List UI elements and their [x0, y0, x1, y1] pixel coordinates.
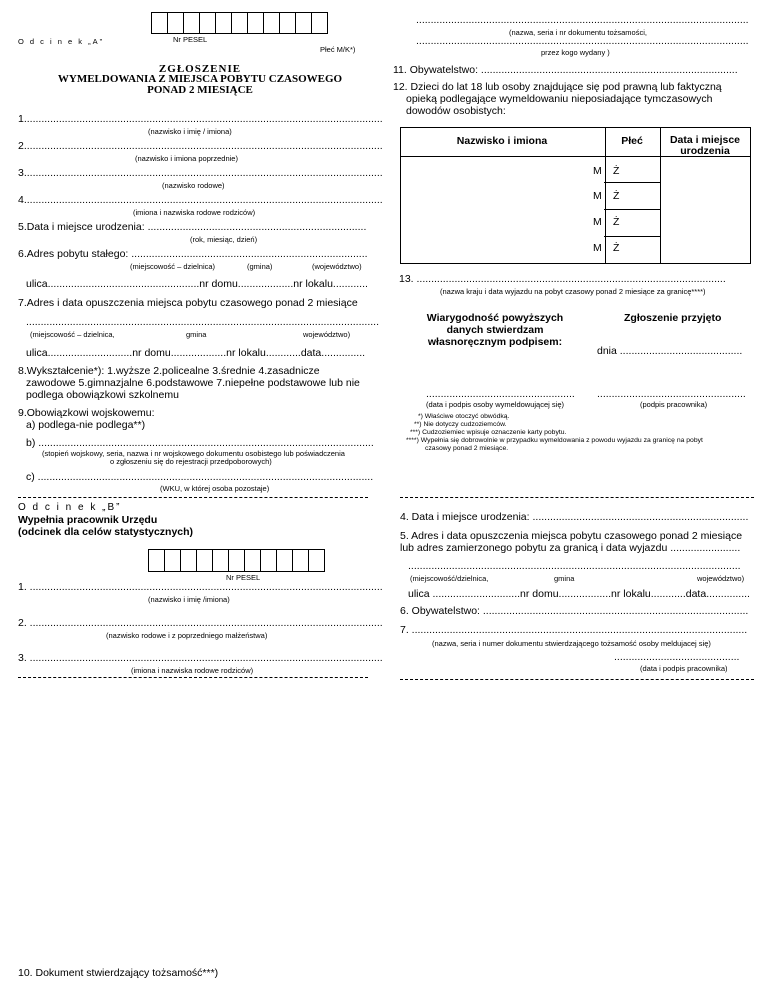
row-2-sex-m[interactable]: M — [593, 190, 602, 202]
doc-line-2[interactable]: .................................................................................................................. — [416, 35, 749, 47]
field-13-caption: (nazwa kraju i data wyjazdu na pobyt czasowy ponad 2 miesiące za granicę****) — [440, 287, 706, 296]
field-5-birth[interactable]: 5.Data i miejsce urodzenia: ........................................................................... — [18, 221, 367, 233]
sig-caption-clerk: (podpis pracownika) — [640, 400, 708, 409]
field-6-street[interactable]: ulica....................................................nr domu...................nr lokalu............ — [26, 278, 368, 290]
r-sig-caption: (data i podpis pracownika) — [640, 664, 728, 673]
b-field-2[interactable]: 2. ......................................................................................................................... — [18, 617, 383, 629]
field-12-line-3: dowodów osobistych: — [406, 105, 506, 117]
r-field-5-line[interactable]: .................................................................................................................. — [408, 560, 741, 572]
heading-line-2: WYMELDOWANIA Z MIEJSCA POBYTU CZASOWEGO — [57, 73, 343, 85]
field-7-line[interactable]: ......................................................................................................................... — [26, 316, 379, 328]
footnote-1: *) Właściwe otoczyć obwódką. — [418, 413, 510, 420]
r-sig-line[interactable]: ........................................... — [614, 651, 740, 663]
field-5-caption: (rok, miesiąc, dzień) — [190, 235, 258, 244]
b-field-2-caption: (nazwisko rodowe i z poprzedniego małżeństwa) — [106, 631, 268, 640]
row-2-sex-z[interactable]: Ż — [613, 190, 620, 202]
table-header-name: Nazwisko i imiona — [456, 135, 548, 147]
field-11-citizenship[interactable]: 11. Obywatelstwo: ........................................................................................ — [393, 64, 738, 76]
footnote-3: ***) Cudzoziemiec wpisuje oznaczenie karty pobytu. — [410, 429, 567, 436]
r-field-4-birth[interactable]: 4. Data i miejsce urodzenia: .......................................................................... — [400, 511, 749, 523]
verify-line-3: własnoręcznym podpisem: — [427, 336, 563, 348]
field-4-parents[interactable]: 4........................................................................................................................... — [18, 194, 383, 206]
field-1-name[interactable]: 1........................................................................................................................... — [18, 113, 383, 125]
field-3-caption: (nazwisko rodowe) — [162, 181, 225, 190]
field-12-line-2: opieką podlegające wymeldowaniu nieposiadające tymczasowych — [406, 93, 713, 105]
footnote-2: **) Nie dotyczy cudzoziemców. — [414, 421, 507, 428]
r-field-7-document[interactable]: 7. ................................................................................................................... — [400, 624, 748, 636]
field-9-label: 9.Obowiązkowi wojskowemu: — [18, 407, 155, 419]
heading-line-1: ZGŁOSZENIE — [158, 63, 242, 75]
field-9c-caption: (WKU, w której osoba pozostaje) — [160, 484, 270, 493]
field-7-caption-voivodeship: województwo) — [303, 330, 351, 339]
r-field-6-citizenship[interactable]: 6. Obywatelstwo: ........................................................................................... — [400, 605, 749, 617]
row-3-sex-z[interactable]: Ż — [613, 216, 620, 228]
sig-line-applicant[interactable]: ................................................... — [426, 388, 575, 400]
field-9c[interactable]: c) ................................................................................................................... — [26, 471, 374, 483]
verify-line-2: danych stwierdzam — [446, 324, 544, 336]
field-12-line-1: 12. Dzieci do lat 18 lub osoby znajdujące się pod prawną lub faktyczną — [393, 81, 722, 93]
table-header-sex: Płeć — [621, 135, 643, 147]
r-field-5-caption-locality: (miejscowość/dzielnica, — [410, 574, 489, 583]
field-6-caption-locality: (miejscowość – dzielnica) — [130, 262, 216, 271]
field-2-previous-names[interactable]: 2........................................................................................................................... — [18, 140, 383, 152]
field-7-caption-locality: (miejscowość – dzielnica, — [30, 330, 115, 339]
field-13-abroad[interactable]: 13. .......................................................................................................... — [399, 273, 726, 285]
doc-caption-2: przez kogo wydany ) — [541, 48, 610, 57]
table-header-birth-2: urodzenia — [680, 145, 730, 157]
b-field-3-caption: (imiona i nazwiska rodowe rodziców) — [131, 666, 254, 675]
section-b-label: O d c i n e k „B” — [18, 502, 122, 513]
row-1-sex-z[interactable]: Ż — [613, 165, 620, 177]
b-pesel-label: Nr PESEL — [226, 573, 261, 582]
field-6-caption-commune: (gmina) — [247, 262, 273, 271]
section-a-label: O d c i n e k „A” — [18, 37, 105, 46]
field-1-caption: (nazwisko i imię / imiona) — [148, 127, 232, 136]
sig-caption-applicant: (data i podpis osoby wymeldowującej się) — [426, 400, 564, 409]
footnote-4-line-2: czasowy ponad 2 miesiące. — [425, 445, 509, 452]
row-1-sex-m[interactable]: M — [593, 165, 602, 177]
field-8-line-1[interactable]: 8.Wykształcenie*): 1.wyższe 2.policealne 3.średnie 4.zasadnicze — [18, 365, 320, 377]
doc-line-1[interactable]: .................................................................................................................. — [416, 14, 749, 26]
field-7-label: 7.Adres i data opuszczenia miejsca pobytu czasowego ponad 2 miesiące — [18, 297, 358, 309]
verify-line-1: Wiarygodność powyższych — [426, 312, 564, 324]
b-field-1[interactable]: 1. ......................................................................................................................... — [18, 581, 383, 593]
sex-label: Płeć M/K*) — [320, 45, 356, 54]
accepted-date[interactable]: dnia .......................................... — [597, 345, 743, 357]
field-8-line-3: podlega obowiązkowi szkolnemu — [26, 389, 179, 401]
section-b-title-1: Wypełnia pracownik Urzędu — [18, 514, 158, 526]
field-10-document: 10. Dokument stwierdzający tożsamość***) — [18, 967, 219, 979]
field-4-caption: (imiona i nazwiska rodowe rodziców) — [133, 208, 256, 217]
row-4-sex-m[interactable]: M — [593, 242, 602, 254]
b-pesel-boxes[interactable] — [148, 549, 325, 572]
children-table — [400, 127, 752, 263]
accepted-label: Zgłoszenie przyjęto — [624, 312, 722, 324]
r-field-5-caption-commune: gmina — [554, 574, 575, 583]
doc-caption-1: (nazwa, seria i nr dokumentu tożsamości, — [509, 28, 647, 37]
field-9b[interactable]: b) ................................................................................................................... — [26, 437, 374, 449]
field-8-line-2: zawodowe 5.gimnazjalne 6.podstawowe 7.niepełne podstawowe lub nie — [26, 377, 360, 389]
pesel-boxes[interactable] — [151, 12, 328, 34]
cut-line-right — [400, 497, 754, 498]
field-7-street[interactable]: ulica.............................nr domu...................nr lokalu............data............... — [26, 347, 366, 359]
sig-line-clerk[interactable]: ................................................... — [597, 388, 746, 400]
row-4-sex-z[interactable]: Ż — [613, 242, 620, 254]
cut-line-left — [18, 497, 368, 498]
r-field-7-caption: (nazwa, seria i numer dokumentu stwierdzającego tożsamość osoby meldujacej się) — [432, 639, 711, 648]
field-7-caption-commune: gmina — [186, 330, 207, 339]
r-field-5-line-2[interactable]: lub adres zamierzonego pobytu za granicą i data wyjazdu ........................ — [400, 542, 741, 554]
footnote-4-line-1: ****) Wypełnia się dobrowolnie w przypadku wymeldowania z powodu wyjazdu za granicę na pobyt — [406, 437, 703, 444]
b-field-3[interactable]: 3. ......................................................................................................................... — [18, 652, 383, 664]
field-6-permanent-address[interactable]: 6.Adres pobytu stałego: ................................................................................. — [18, 248, 368, 260]
table-header-birth-1: Data i miejsce — [669, 134, 741, 146]
field-3-family-name[interactable]: 3........................................................................................................................... — [18, 167, 383, 179]
r-field-5-line-1: 5. Adres i data opuszczenia miejsca pobytu czasowego ponad 2 miesiące — [400, 530, 743, 542]
cut-line-right-bottom — [400, 679, 754, 680]
heading-line-3: PONAD 2 MIESIĄCE — [147, 84, 253, 96]
cut-line-left-bottom — [18, 677, 368, 678]
r-field-5-street[interactable]: ulica ..............................nr domu..................nr lokalu............data............... — [408, 588, 750, 600]
section-b-title-2: (odcinek dla celów statystycznych) — [18, 526, 194, 538]
r-field-5-caption-voivodeship: województwo) — [697, 574, 745, 583]
field-9b-caption-1: (stopień wojskowy, seria, nazwa i nr wojskowego dokumentu osobistego lub poświadczenia — [42, 449, 345, 458]
row-3-sex-m[interactable]: M — [593, 216, 602, 228]
field-9b-caption-2: o zgłoszeniu się do rejestracji przedpoborowych) — [110, 457, 272, 466]
b-field-1-caption: (nazwisko i imię /imiona) — [148, 595, 230, 604]
field-9a[interactable]: a) podlega-nie podlega**) — [26, 419, 146, 431]
pesel-label: Nr PESEL — [173, 35, 208, 44]
field-6-caption-voivodeship: (województwo) — [312, 262, 362, 271]
field-2-caption: (nazwisko i imiona poprzednie) — [135, 154, 238, 163]
